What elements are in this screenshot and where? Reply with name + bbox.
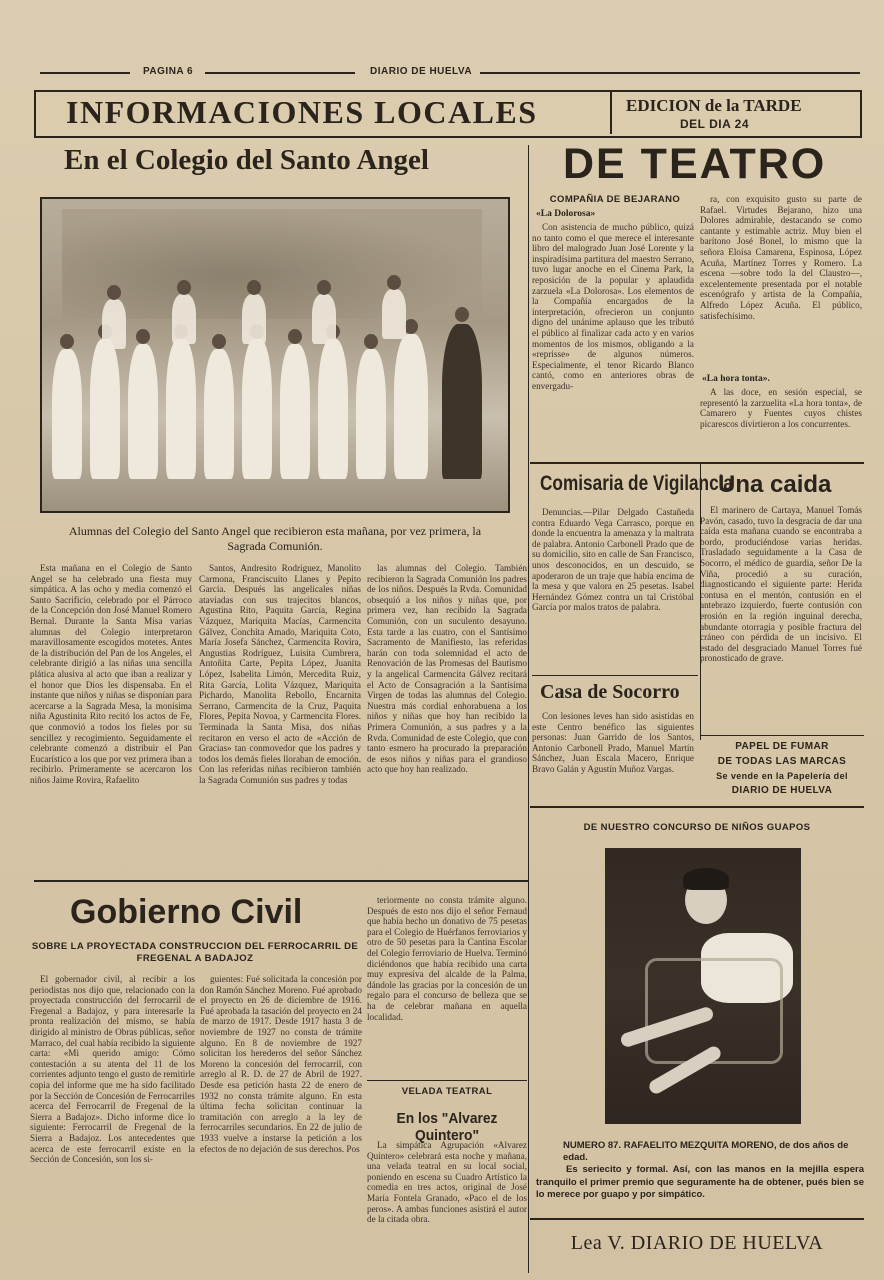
footer-ad: Lea V. DIARIO DE HUELVA bbox=[570, 1232, 824, 1254]
colegio-col-3-text: las alumnas del Colegio. También recibieron la Sagrada Comunión los padres de los niños. Después la Rvda. Comunidad obsequió a los niños y niñas que, por primera vez, han recibido la Sagrada Comunión, con un suculento desayuno. Esta tarde a las cuatro, con el Santísimo Sacramento de Manifiesto, las referidas harán con toda solemnidad el acto de Renovación de las Promesas del Bautismo y la angelical Carmencita Gálvez recitará el Acto de Consagración a la Santísima Virgen de todas las alumnas del Colegio. Nuestra más cordial enhorabuena a los niños y niñas que hoy han recibido la Primera Comunión, a sus padres y a la Rvda. Comunidad de este Colegio, que con tanto esmero ha procurado la preparación de esos niños y niñas para el grandioso acto que hoy han realizado. bbox=[367, 563, 527, 775]
colegio-col-1 bbox=[30, 563, 192, 873]
teatro-col-2a bbox=[700, 194, 862, 368]
papel-ad-line-1: PAPEL DE FUMAR bbox=[735, 741, 829, 752]
photo-figure bbox=[204, 349, 234, 479]
paper-name: DIARIO DE HUELVA bbox=[370, 66, 473, 77]
teatro-headline: DE TEATRO bbox=[563, 140, 827, 188]
gobierno-headline: Gobierno Civil bbox=[70, 893, 303, 931]
teatro-col-1-text: Con asistencia de mucho público, quizá no tanto como el que merece el interesante libro del malogrado Juan José Lorente y la inspiradísima partitura del maestro Serrano, tuvo lugar anoche en el Cinema Park, la reposición de la popular y aplaudida zarzuela «La Dolorosa». Los elementos de la Compañía encargados de la interpretación, ofrecieron un conjunto digno del unánime aplauso que les tributó el público al finalizar cada acto y en varios momentos de los mismos, obligando a la «reprisse» de algunos números. Especialmente, el tenor Ricardo Blanco cantó, como en anteriores obras de envergadu- bbox=[532, 222, 694, 391]
footer-rule bbox=[530, 1218, 864, 1220]
gobierno-col-1 bbox=[30, 974, 195, 1256]
photo-head bbox=[136, 329, 150, 344]
gobierno-col-3 bbox=[367, 895, 527, 1073]
caida-body-text: El marinero de Cartaya, Manuel Tomás Pavón, casado, tuvo la desgracia de dar una caída esta mañana cuando se encontraba a bordo, produciéndose varias heridas. Trasladado seguidamente a la Casa de Socorro, el médico de guardia, señor De la Viña, procedió a su curación, diagnosticando el siguiente parte: Herida contusa en el mentón, contusión en el antebrazo izquierdo, fuerte contusión con erosión en la región inguinal derecha, abundante otorragia y posible fractura del cráneo con pérdida de un incisivo. El estado del desgraciado Manuel Torres fué pronosticado de grave. bbox=[700, 505, 862, 664]
photo-head bbox=[387, 275, 401, 290]
concurso-number: NUMERO 87. RAFAELITO MEZQUITA MORENO, bbox=[563, 1140, 777, 1151]
comisaria-headline: Comisaria de Vigilancia bbox=[540, 472, 734, 495]
concurso-age: de dos años de edad. bbox=[563, 1140, 849, 1163]
comisaria-body-text: Denuncias.—Pilar Delgado Castañeda contra Eduardo Vega Carrasco, porque en donde la encuentra la amenaza y la maltrata de palabra. Antonio Carbonell Prado que de su domicilio, sito en calle de San Francisco, unos desconocidos, en un descuido, se apoderaron de un traje que había encima de la mesa y que valora en 25 pesetas. Isabel Hernández Gómez contra un tal Cristóbal García por malos tratos de palabra. bbox=[532, 507, 694, 613]
photo-head bbox=[317, 280, 331, 295]
photo-head bbox=[177, 280, 191, 295]
caida-headline: Una caida bbox=[718, 471, 832, 498]
child-hair bbox=[683, 868, 729, 890]
teatro-play-2: «La hora tonta». bbox=[702, 374, 770, 384]
photo-figure bbox=[280, 344, 310, 479]
gobierno-col-3-text: teriormente no consta trámite alguno. Después de esto nos dijo el señor Fernaud que había hecho un donativo de 75 pesetas para el Colegio de Huérfanos ferroviarios y otro de 50 pesetas para la Cantina Escolar del Colegio ferroviario de Huelva. Terminó diciéndonos que había recibido una carta muy expresiva del alcalde de la Palma, dándole las gracias por la concesión de un regalo para el concurso de belleza que se ha de celebrar mañana en aquella localidad. bbox=[367, 895, 527, 1022]
velada-body-text: La simpática Agrupación «Alvarez Quintero» celebrará esta noche y mañana, una velada teatral en su local social, poniendo en escena su Cuadro Artístico la comedia en tres actos, original de José María Fontela Granado, «Paco el de los peros». A ambas funciones asistirá el autor de la citada obra. bbox=[367, 1140, 527, 1225]
colegio-headline: En el Colegio del Santo Angel bbox=[64, 144, 429, 176]
photo-figure bbox=[90, 339, 120, 479]
gobierno-subheadline: SOBRE LA PROYECTADA CONSTRUCCION DEL FERROCARRIL DE FREGENAL A BADAJOZ bbox=[31, 941, 359, 964]
concurso-body: Es seriecito y formal. Así, con las manos en la mejilla espera tranquilo el primer premio que seguramente ha de obtener, pués bien se lo merece por guapo y por simpático. bbox=[536, 1164, 864, 1200]
photo-head bbox=[455, 307, 469, 322]
socorro-body bbox=[532, 711, 694, 801]
velada-title: VELADA TEATRAL bbox=[401, 1086, 493, 1097]
teatro-col-1 bbox=[532, 222, 694, 458]
section-rule bbox=[530, 462, 864, 464]
colegio-col-2-text: Santos, Andresito Rodríguez, Manolito Carmona, Franciscuito Llanes y Pepito García. Después las angelicales niñas ataviadas con sus trajecitos blancos, Agustina Rito, Paquita García, Regina Vázquez, Mariquita Macías, Carmencita Gálvez, Conchita Amado, Mariquita Coto, María Josefa Sánchez, Carmencita Rovira, Angustias Rodríguez, Luisita Cumbrera, Antoñita Carte, Pepita López, Juanita López, Isabelita Limón, Mercedita Ruiz, Rita García, Lolita Vázquez, Mariquita Pichardo, Manolita Rebollo, Encarnita Serrano, Carmencita de la Cruz, Paquita Flores, Pepita Novoa, y Carmencita Flores. Terminada la Santa Misa, dos niñas recitaron en verso el acto de «Acción de Gracias» tan conmovedor que los padres y todos los demás fieles lloraban de emoción. Con las referidas niñas recibieron también la Sagrada Comunión sus padres y todas bbox=[199, 563, 361, 785]
papel-ad-line-3: Se vende en la Papelería del bbox=[716, 771, 848, 781]
photo-figure bbox=[166, 339, 196, 479]
page-label: PAGINA 6 bbox=[143, 66, 194, 77]
section-rule bbox=[532, 675, 698, 676]
section-rule bbox=[34, 880, 528, 882]
socorro-body-text: Con lesiones leves han sido asistidas en este Centro benéfico las siguientes personas: Juan Garrido de los Santos, Antonio Carbonell Prado, Manuel Martín Sánchez, Juan Escala Macero, Enrique Bravo Galán y Agustín Muñoz Vargas. bbox=[532, 711, 694, 774]
photo-figure-back bbox=[102, 299, 126, 349]
banner-divider bbox=[610, 92, 612, 134]
colegio-caption: Alumnas del Colegio del Santo Angel que recibieron esta mañana, por vez primera, la Sagrada Comunión. bbox=[68, 524, 482, 553]
gobierno-col-2 bbox=[200, 974, 362, 1256]
section-title: INFORMACIONES LOCALES bbox=[66, 94, 538, 130]
edition-line-1: EDICION de la TARDE bbox=[626, 96, 802, 115]
socorro-headline: Casa de Socorro bbox=[540, 681, 680, 703]
photo-head bbox=[247, 280, 261, 295]
header-rule-left bbox=[40, 72, 130, 74]
teatro-col-2a-text: ra, con exquisito gusto su parte de Rafael. Virtudes Bejarano, hizo una Dolores admirable, destacando se como cantante y estimable actriz. Muy bien el barítono José Bonel, lo mismo que la señora Eloísa Camarena, Espinosa, López Acuña, Martínez Torres y Romero. La escena —sobre todo la del Claustro—, excelentemente presentada por el notable escenógrafo y artista de la Compañía, Alfredo López Acuña. El público, satisfechísimo. bbox=[700, 194, 862, 321]
papel-ad-line-2: DE TODAS LAS MARCAS bbox=[717, 756, 847, 767]
concurso-title: DE NUESTRO CONCURSO DE NIÑOS GUAPOS bbox=[583, 822, 811, 833]
photo-figure-back bbox=[382, 289, 406, 339]
photo-figure bbox=[356, 349, 386, 479]
photo-head bbox=[107, 285, 121, 300]
velada-body bbox=[367, 1140, 527, 1258]
photo-head bbox=[288, 329, 302, 344]
photo-head bbox=[364, 334, 378, 349]
column-divider bbox=[528, 145, 529, 1273]
velada-headline: En los "Alvarez Quintero" bbox=[396, 1110, 498, 1144]
photo-figure bbox=[242, 339, 272, 479]
photo-figure bbox=[128, 344, 158, 479]
photo-figure-back bbox=[172, 294, 196, 344]
gobierno-col-2-text: guientes: Fué solicitada la concesión por don Ramón Sánchez Moreno. Fué aprobado el proyecto en 26 de diciembre de 1916. Fué aprobada la tasación del proyecto en 24 de marzo de 1917. Desde 1917 hasta 3 de noviembre de 1927 no consta de trámite alguno. En 8 de noviembre de 1927 solicitan los herederos del señor Sánchez Moreno la concesión del ferrocarril, con arreglo al R. D. de 27 de Abril de 1927. Desde esa petición hasta 22 de enero de 1932 no consta trámite alguno. En esta última fecha solicitan continuar la tramitación con arreglo a la ley de ferrocarriles secundarios. En 22 de julio de 1933 vuelve a instarse la petición a los efectos de no dejación de sus derechos. Pos bbox=[200, 974, 362, 1154]
section-rule bbox=[530, 806, 864, 808]
teatro-col-2b-text: A las doce, en sesión especial, se representó la zarzuelita «La hora tonta», de Camarero y Fuentes cuyos chistes picarescos divirtieron a los concurrentes. bbox=[700, 387, 862, 429]
comisaria-body bbox=[532, 507, 694, 671]
photo-head bbox=[60, 334, 74, 349]
colegio-col-1-text: Esta mañana en el Colegio de Santo Angel se ha celebrado una fiesta muy simpática. A las ocho y media comenzó el Santo Sacrificio, celebrado por el Párroco de la Concepción don José Manuel Romero Bernal. Durante la Santa Misa varias alumnas del Colegio interpretaron maravillosamente escogidos motetes. Antes de la distribución del Pan de los Angeles, el celebrante dirigió a las niñas una sencilla plática alusiva al acto que iban a realizar y el honor que Dios les dispensaba. En el instante que niños y niñas se disponían para acercarse a la Sagrada Mesa, la monísima niña Agustinita Rito recitó los actos de Fe, que conmovió a todos los fieles por su sencillez y recogimiento. Seguidamente el celebrante comenzó a distribuir el Pan Eucarístico a los que por vez primera iban a recibirlo. Primeramente se acercaron los niños Jaime Rovira, Rafaelito bbox=[30, 563, 192, 785]
teatro-play-1: «La Dolorosa» bbox=[536, 209, 596, 219]
velada-rule bbox=[367, 1080, 527, 1081]
header-rule-mid bbox=[205, 72, 355, 74]
gobierno-col-1-text: El gobernador civil, al recibir a los periodistas nos dijo que, relacionado con la proyectada construcción del ferrocarril de Fregenal a Badajoz, y para interesarle la pronta realización del mismo, se había dirigido al ministro de Obras públicas, señor Marraco, del cual había recibido la siguiente carta: «Mi querido amigo: Cómo contestación a su atenta del 11 de los corrientes adjunto tengo el gusto de remitirle copia del informe que me ha sido facilitado por la Sección de Concesión de Ferrocarriles acerca del Ferrocarril de Fregenal de la Sierra a Badajoz». Dicho informe dice lo siguiente: Ferrocarril de Fregenal de la Sierra a Badajoz. Los antecedentes que acerca de este ferrocarril existe en la Sección de Concesión, son los si- bbox=[30, 974, 195, 1165]
edition-line-2: DEL DIA 24 bbox=[680, 117, 750, 131]
colegio-col-3 bbox=[367, 563, 527, 873]
photo-background bbox=[62, 209, 482, 319]
caida-body bbox=[700, 505, 862, 731]
papel-ad-line-4: DIARIO DE HUELVA bbox=[731, 785, 833, 796]
photo-figure-dark bbox=[442, 324, 482, 479]
teatro-company: COMPAÑIA DE BEJARANO bbox=[549, 194, 681, 205]
teatro-col-2b bbox=[700, 387, 862, 459]
colegio-col-2 bbox=[199, 563, 361, 873]
photo-figure bbox=[394, 334, 428, 479]
colegio-photo bbox=[40, 197, 510, 513]
ad-rule-top bbox=[700, 735, 864, 736]
photo-figure bbox=[52, 349, 82, 479]
photo-head bbox=[212, 334, 226, 349]
photo-figure-back bbox=[312, 294, 336, 344]
photo-head bbox=[404, 319, 418, 334]
photo-figure-back bbox=[242, 294, 266, 344]
concurso-photo bbox=[605, 848, 801, 1124]
header-rule-right bbox=[480, 72, 860, 74]
concurso-caption bbox=[563, 1140, 865, 1164]
photo-figure bbox=[318, 339, 348, 479]
